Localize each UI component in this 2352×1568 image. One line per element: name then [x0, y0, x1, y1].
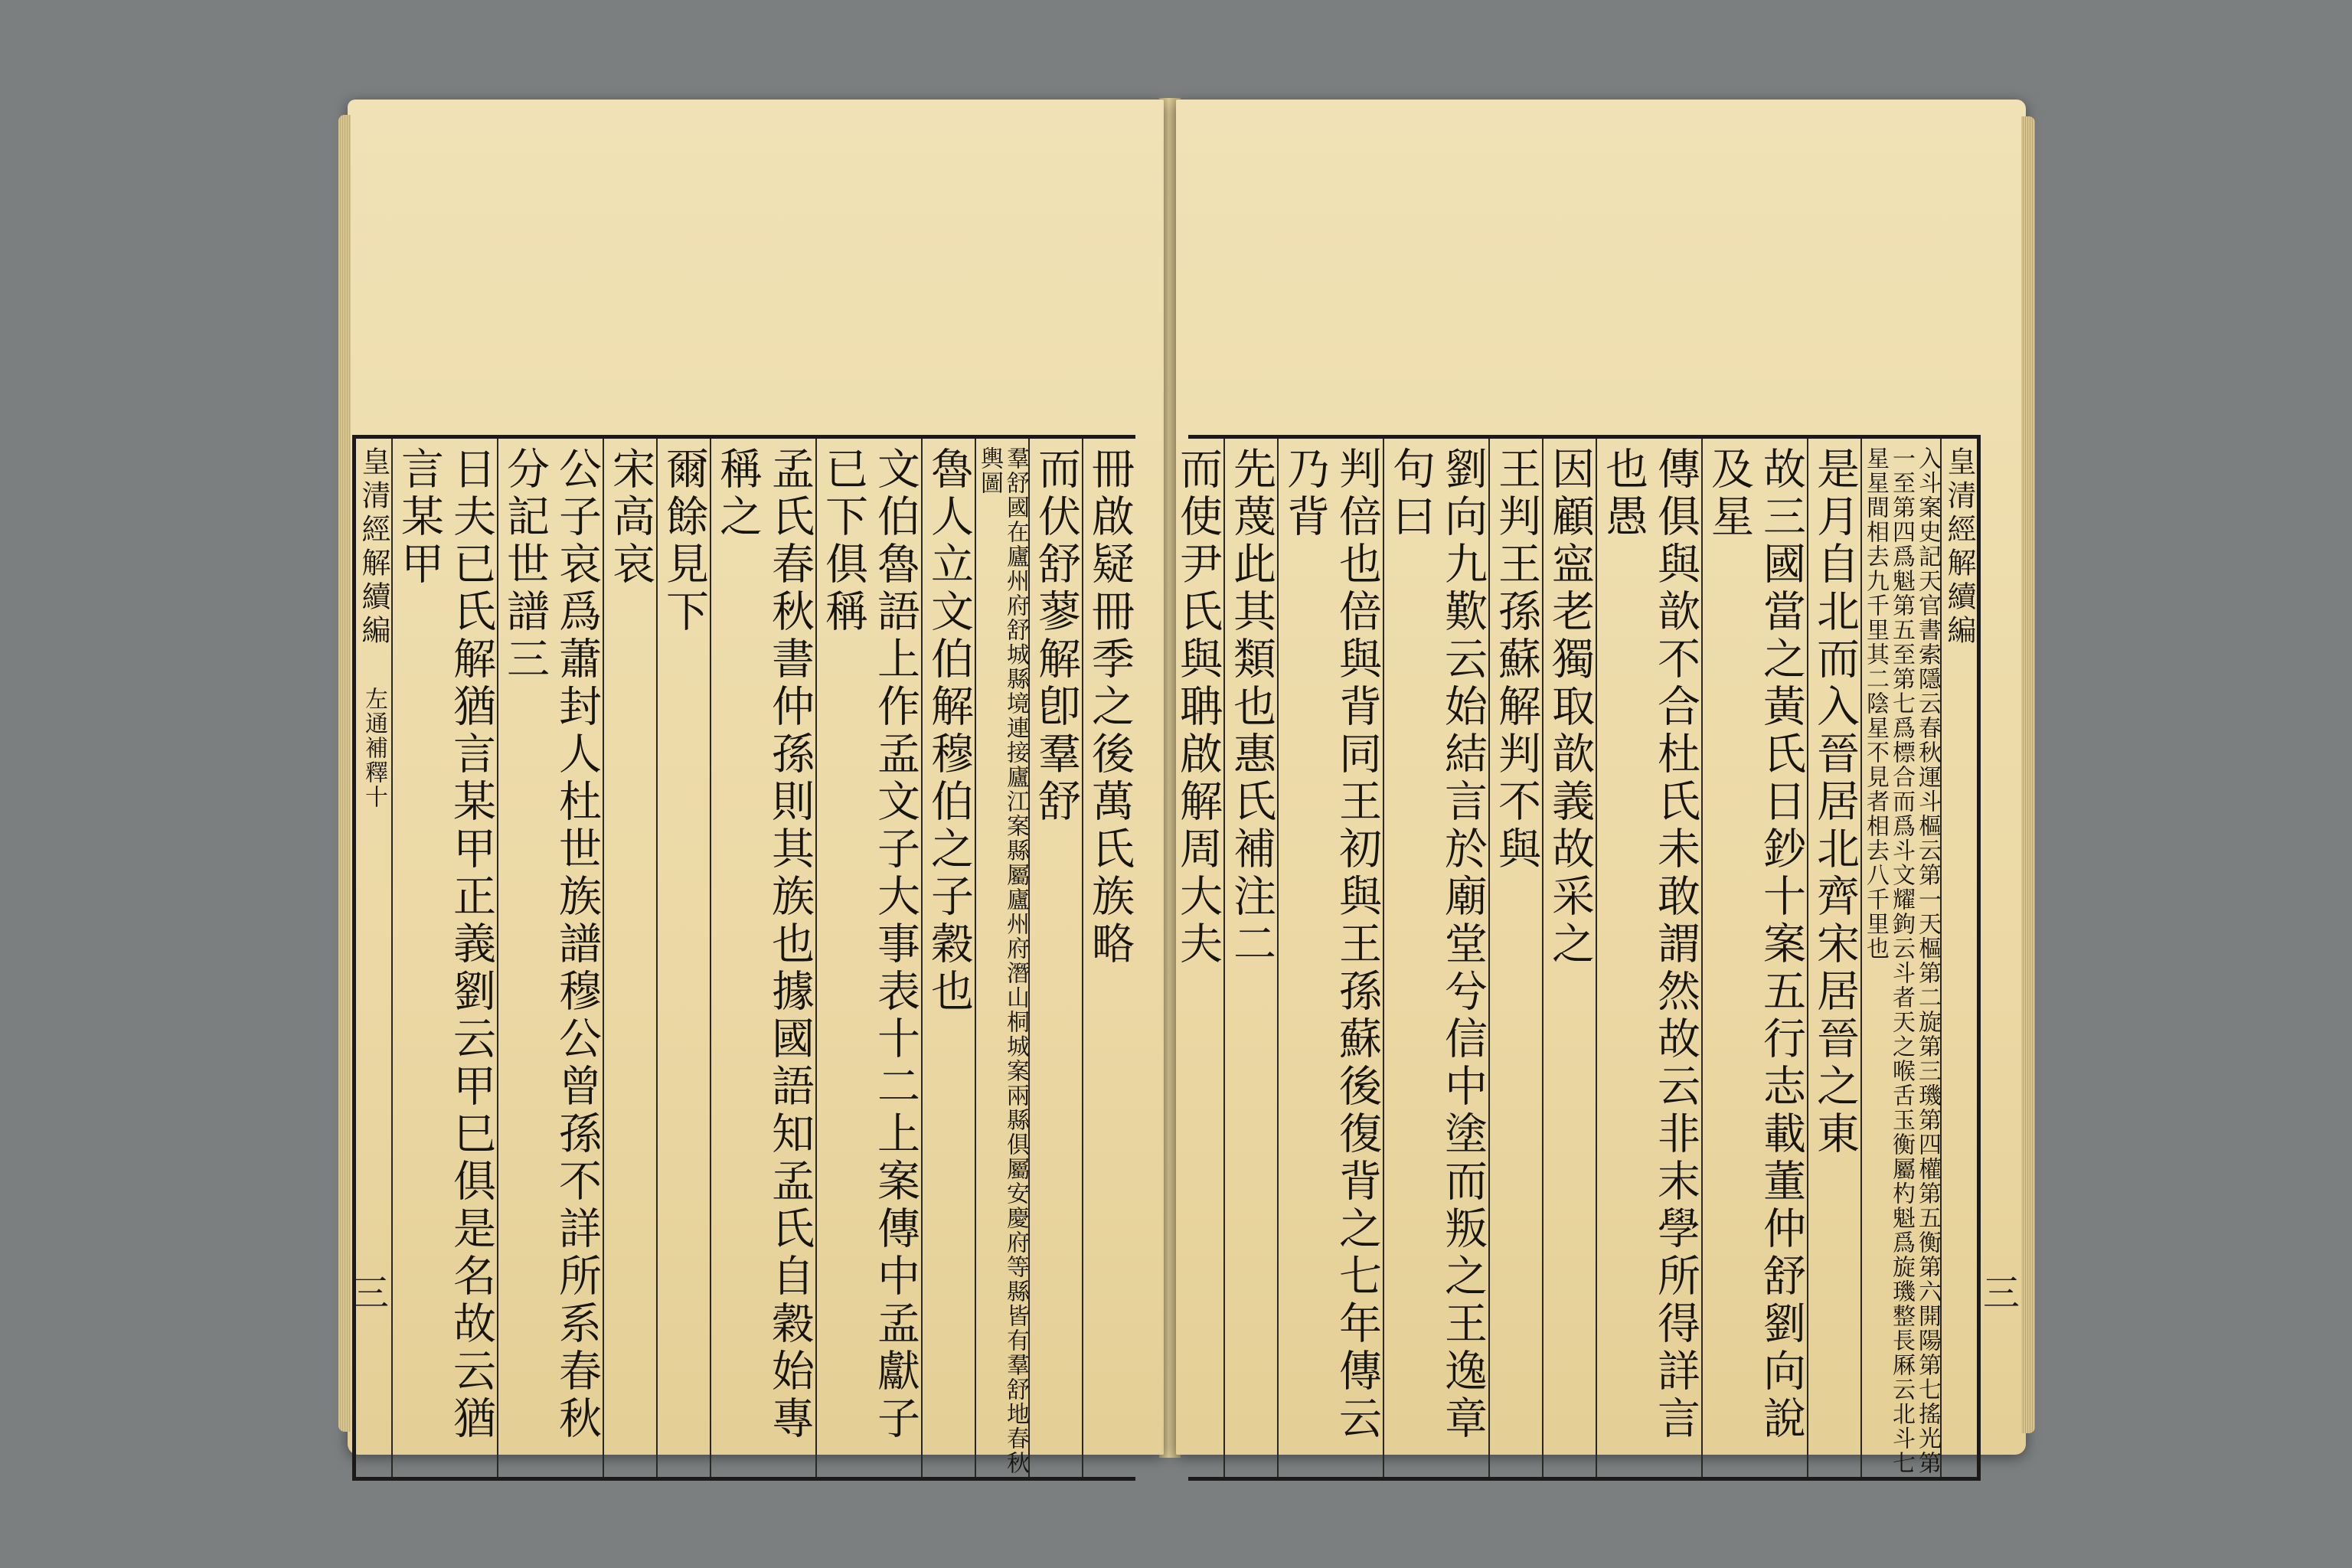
- text-column-6: 孟氏春秋書仲孫則其族也據國語知孟氏自穀始專稱之: [710, 439, 815, 1477]
- page-number: 三: [352, 1272, 390, 1315]
- right-page: [1173, 100, 2026, 1475]
- left-text-frame: [352, 435, 1135, 1481]
- text-column-5: 文伯魯語上作孟文子大事表十二上案傳中孟獻子已下俱稱: [815, 439, 921, 1477]
- margin-title: 皇清經解續編: [357, 446, 390, 648]
- text-column-3: 羣舒國在廬州府舒城縣境連接廬江案縣屬廬州府潛山桐城案兩縣俱屬安慶府等縣皆有羣舒地春秋輿圖: [975, 439, 1028, 1477]
- text-column-r10: 而使尹氏與聃啟解周大夫: [1173, 446, 1223, 969]
- text-column-9: 公子哀爲蕭封人杜世族譜穆公曾孫不詳所系春秋分記世譜三: [497, 439, 603, 1477]
- text-column-r7: 劉向九歎云始結言於廟堂兮信中塗而叛之王逸章句曰: [1383, 439, 1488, 1477]
- text-column-r6: 王判王孫蘇解判不與: [1488, 439, 1542, 1477]
- margin-column: [356, 439, 391, 1477]
- text-column-4: 魯人立文伯解穆伯之子穀也: [921, 439, 975, 1477]
- text-column-r3: 故三國當之黃氏日鈔十案五行志載董仲舒劉向說及星: [1701, 439, 1807, 1477]
- left-page: [348, 100, 1164, 1475]
- page-edges-right: [2021, 116, 2035, 1433]
- page-edges-left: [338, 115, 351, 1432]
- text-column-r4: 傳俱與歆不合杜氏未敢謂然故云非末學所得詳言也愚: [1596, 439, 1701, 1477]
- text-column-r1: 入斗案史記天官書索隱云春秋運斗樞云第一天樞第二旋第三璣第四權第五衡第六開陽第七搖光第一至第四爲魁第五至第七爲標合而爲斗文耀鉤云斗者天之喉舌玉衡屬杓魁爲旋璣整長厤云北斗七星星間相去九千里其二陰星不見者相去八千里也: [1860, 439, 1940, 1477]
- margin-column-right: [1940, 439, 1977, 1477]
- page-number-right: 三: [1982, 1272, 2020, 1315]
- text-column-r5: 因顧寍老獨取歆義故采之: [1542, 439, 1596, 1477]
- margin-subtitle: 左通補釋十: [361, 687, 387, 809]
- text-column-7: 爾餘見下: [656, 439, 710, 1477]
- text-column-r9: 先蔑此其類也惠氏補注二: [1223, 439, 1277, 1477]
- text-column-1: 冊啟疑冊季之後萬氏族略: [1082, 439, 1135, 1477]
- text-column-r8: 判倍也倍與背同王初與王孫蘇後復背之七年傳云乃背: [1277, 439, 1383, 1477]
- right-text-frame: [1173, 435, 1981, 1481]
- text-column-10: 日夫已氏解猶言某甲正義劉云甲巳俱是名故云猶言某甲: [391, 439, 497, 1477]
- margin-title-right: 皇清經解續編: [1942, 446, 1976, 648]
- text-column-2: 而伏舒蓼解卽羣舒: [1028, 439, 1082, 1477]
- text-column-r2: 是月自北而入晉居北齊宋居晉之東: [1807, 439, 1860, 1477]
- text-column-8: 宋高哀: [603, 439, 656, 1477]
